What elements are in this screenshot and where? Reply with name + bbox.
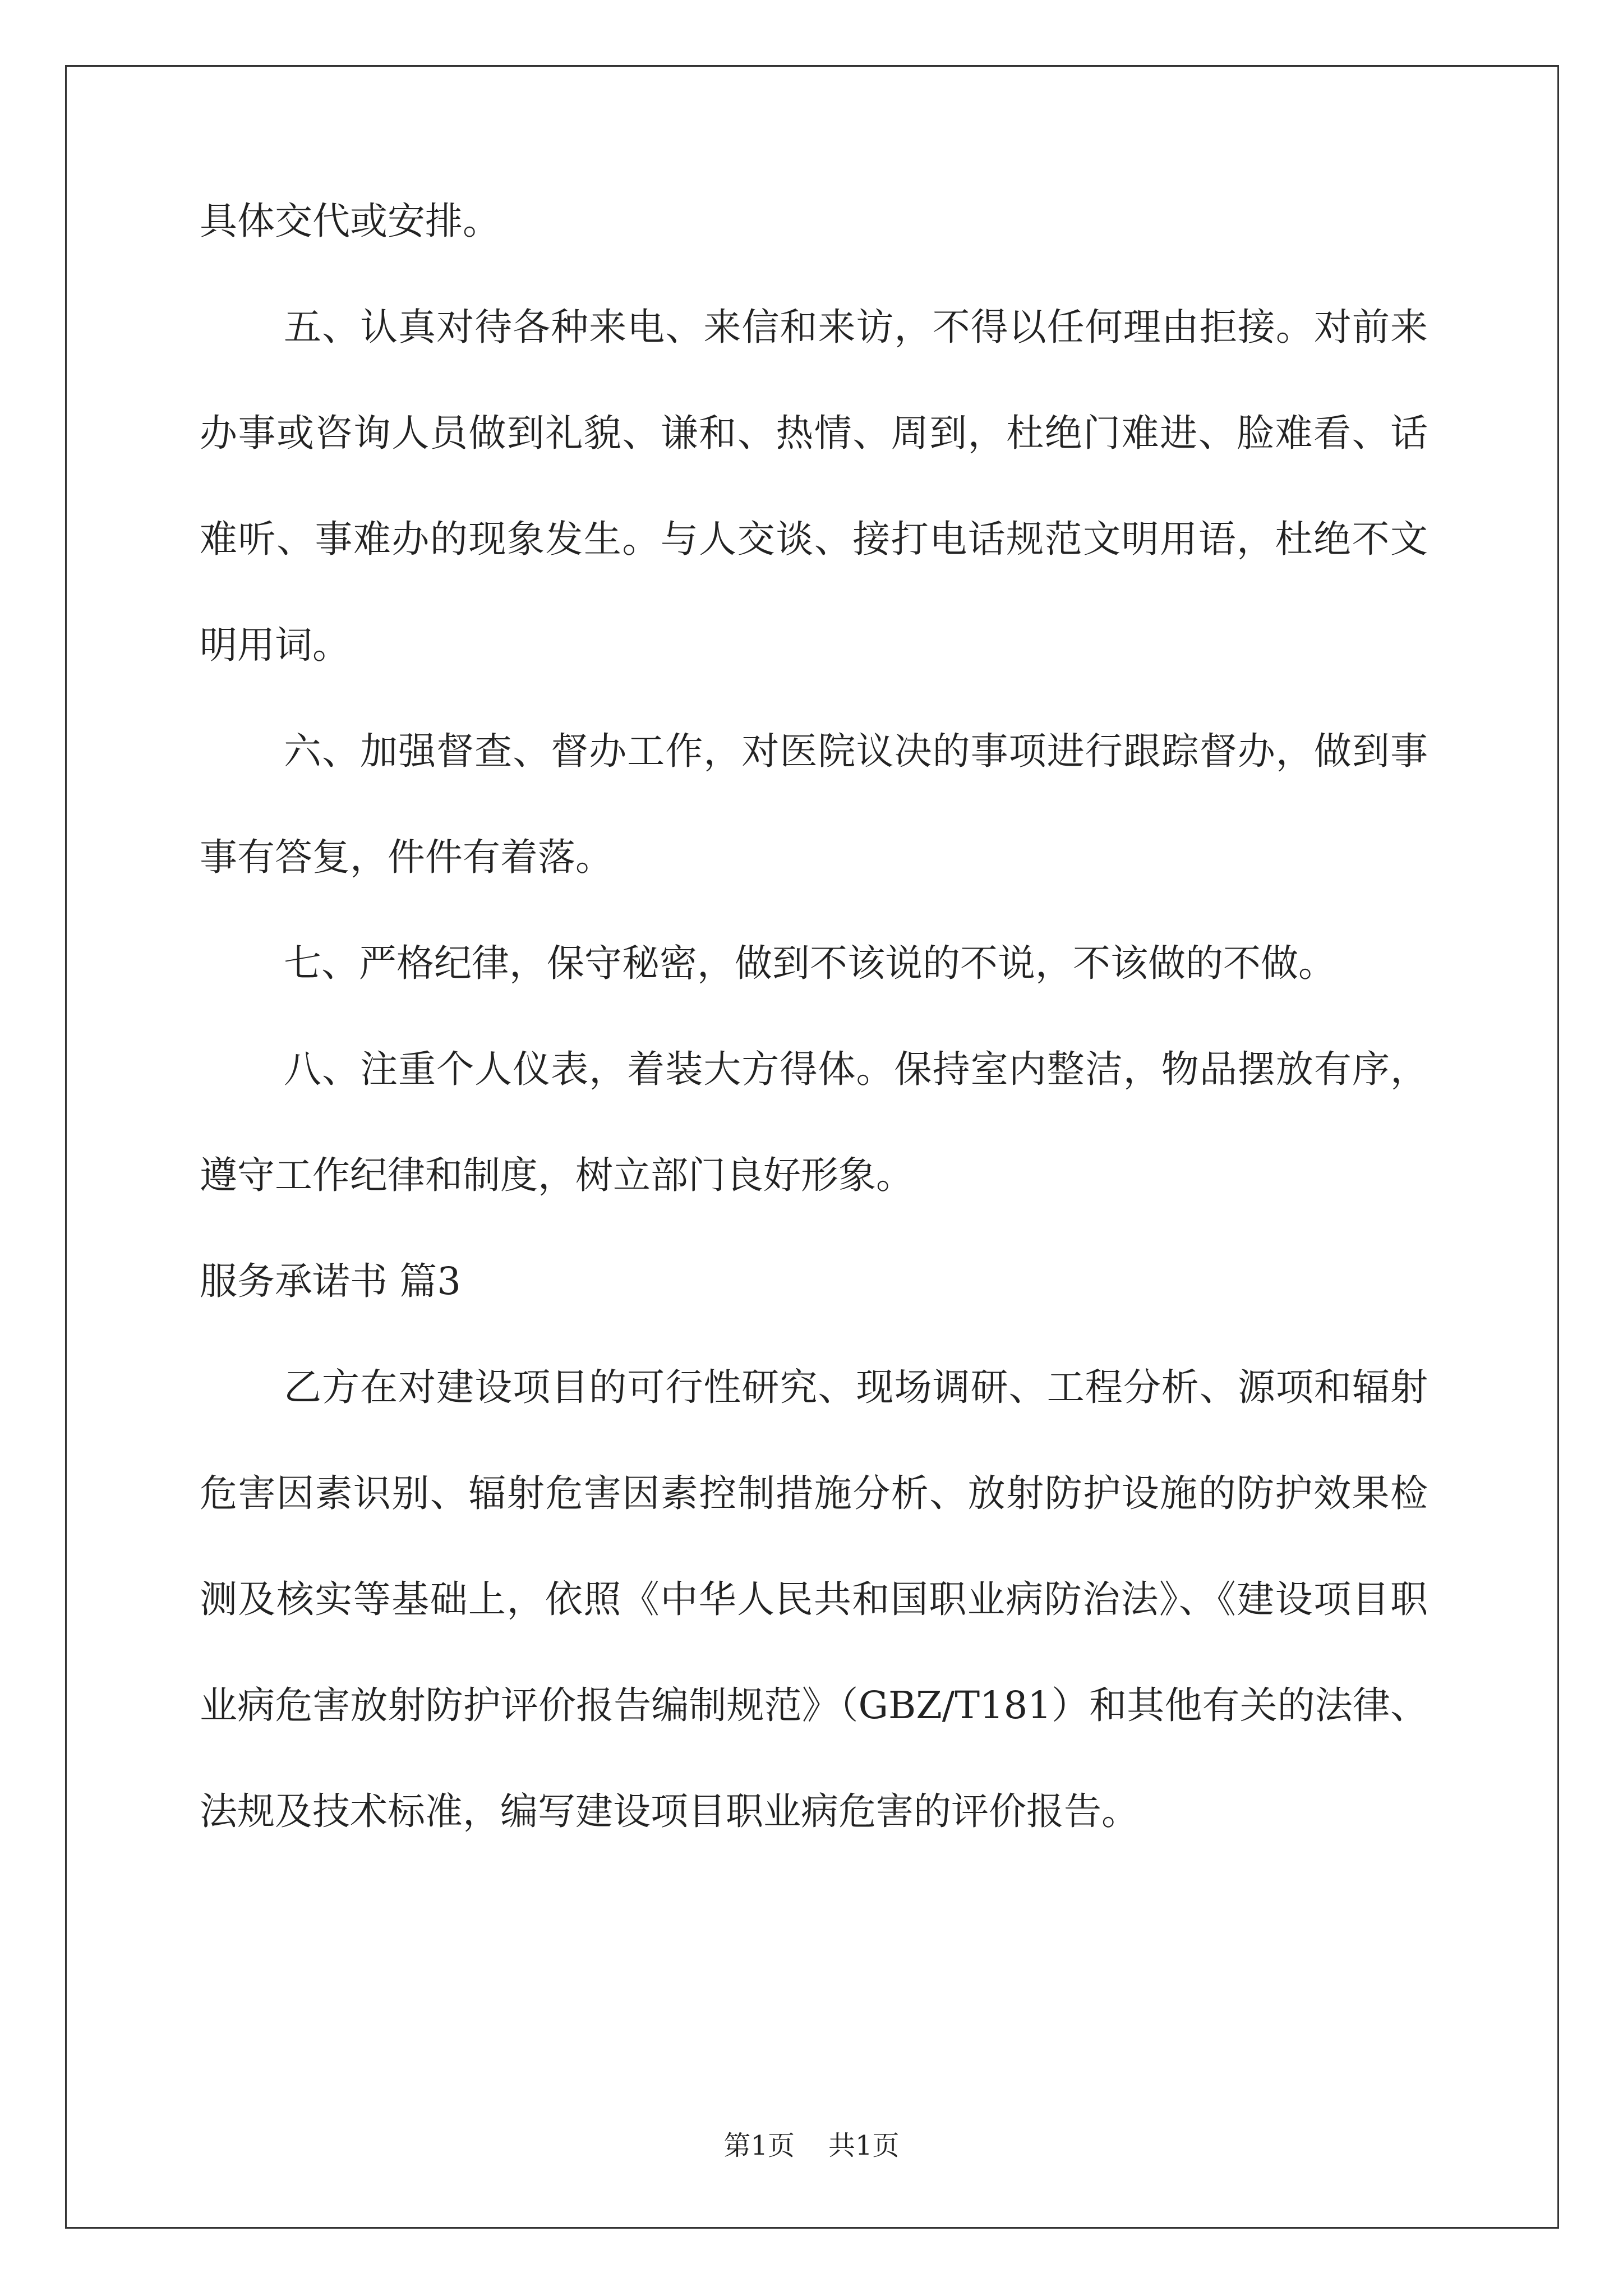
- paragraph-section-3-body: 乙方在对建设项目的可行性研究、现场调研、工程分析、源项和辐射危害因素识别、辐射危害因素控制措施分析、放射防护设施的防护效果检测及核实等基础上，依照《中华人民共和国职业病防治法》、《建设项目职业病危害放射防护评价报告编制规范》（GBZ/T181）和其他有关的法律、法规及技术标准，编写建设项目职业病危害的评价报告。: [200, 1365, 1428, 1833]
- paragraph-item-7: 七、严格纪律，保守秘密，做到不该说的不说，不该做的不做。: [284, 941, 1336, 985]
- paragraph-item-6: 六、加强督查、督办工作，对医院议决的事项进行跟踪督办，做到事事有答复，件件有着落。: [200, 729, 1428, 879]
- paragraph-item-5: 五、认真对待各种来电、来信和来访，不得以任何理由拒接。对前来办事或咨询人员做到礼貌、谦和、热情、周到，杜绝门难进、脸难看、话难听、事难办的现象发生。与人交谈、接打电话规范文明用语，杜绝不文明用词。: [200, 305, 1428, 667]
- page-total: 共1页: [828, 2130, 900, 2161]
- section-heading: 服务承诺书 篇3: [200, 1259, 461, 1303]
- page-footer: [0, 2129, 1623, 2162]
- paragraph-item-8: 八、注重个人仪表，着装大方得体。保持室内整洁，物品摆放有序，遵守工作纪律和制度，树立部门良好形象。: [200, 1047, 1428, 1197]
- document-body: [200, 168, 1428, 1865]
- paragraph-continuation: 具体交代或安排。: [200, 199, 500, 243]
- page-number: 第1页: [723, 2130, 795, 2161]
